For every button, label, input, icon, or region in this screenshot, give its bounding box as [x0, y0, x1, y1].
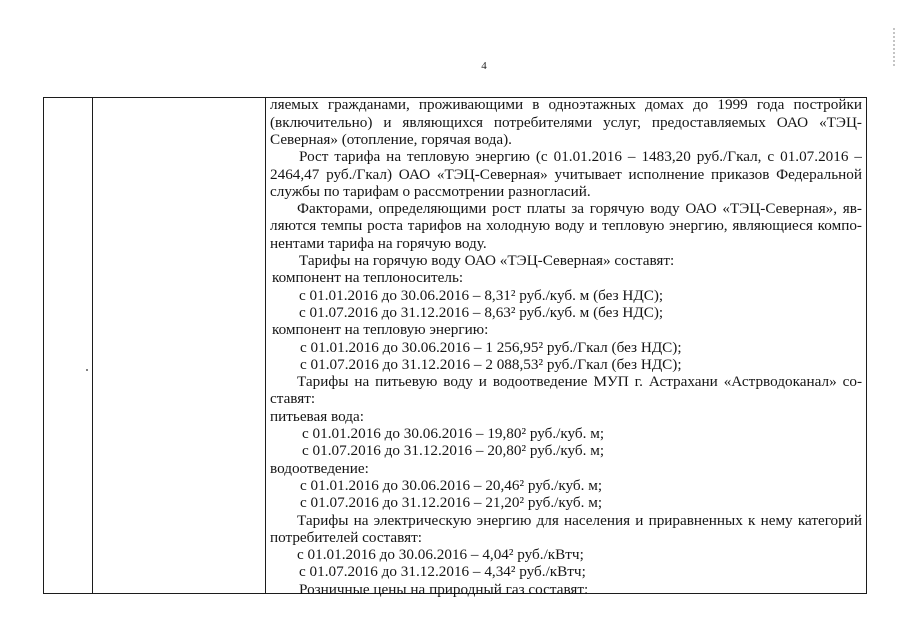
cell-text-block	[270, 96, 862, 598]
scan-margin-marks	[893, 28, 895, 66]
table-cell-content	[266, 96, 866, 598]
page-number: 4	[481, 60, 487, 72]
text-line: с 01.07.2016 до 31.12.2016 – 4,34² руб./кВтч;	[299, 563, 586, 581]
scan-speck	[86, 369, 88, 371]
text-line: с 01.01.2016 до 30.06.2016 – 1 256,95² руб./Гкал (без НДС);	[300, 338, 682, 356]
document-table	[43, 96, 867, 598]
text-line: с 01.01.2016 до 30.06.2016 – 20,46² руб./куб. м;	[300, 476, 603, 494]
text-line: Факторами, определяющими рост платы за горячую воду ОАО «ТЭЦ-Северная», яв-	[297, 200, 862, 218]
text-line: нентами тарифа на горячую воду.	[270, 234, 487, 252]
text-line: Тарифы на электрическую энергию для населения и приравненных к нему категорий	[297, 511, 862, 529]
text-line: с 01.01.2016 до 30.06.2016 – 8,31² руб./куб. м (без НДС);	[299, 286, 664, 304]
text-line: Розничные цены на природный газ составят:	[299, 580, 589, 598]
text-line: с 01.01.2016 до 30.06.2016 – 4,04² руб./кВтч;	[297, 546, 584, 564]
text-line: Тарифы на питьевую воду и водоотведение МУП г. Астрахани «Астрводоканал» со-	[297, 373, 862, 391]
text-line: водоотведение:	[270, 459, 369, 477]
text-line: ставят:	[270, 390, 316, 408]
text-line: ляемых гражданами, проживающими в одноэтажных домах до 1999 года постройки	[270, 96, 862, 114]
text-line: питьевая вода:	[270, 407, 364, 425]
text-line: Тарифы на горячую воду ОАО «ТЭЦ-Северная» составят:	[299, 252, 675, 270]
text-line: компонент на теплоноситель:	[272, 269, 464, 287]
text-line: компонент на тепловую энергию:	[272, 321, 489, 339]
text-line: с 01.07.2016 до 31.12.2016 – 20,80² руб./куб. м;	[302, 442, 605, 460]
text-line: с 01.07.2016 до 31.12.2016 – 8,63² руб./куб. м (без НДС);	[299, 303, 664, 321]
text-line: с 01.01.2016 до 30.06.2016 – 19,80² руб./куб. м;	[302, 425, 605, 443]
table-cell-subject	[93, 98, 265, 593]
text-line: службы по тарифам о рассмотрении разногласий.	[270, 182, 591, 200]
table-cell-number	[44, 98, 92, 593]
text-line: (включительно) и являющихся потребителями услуг, предоставляемых ОАО «ТЭЦ-	[270, 113, 862, 131]
text-line: с 01.07.2016 до 31.12.2016 – 2 088,53² руб./Гкал (без НДС);	[300, 355, 682, 373]
text-line: Северная» (отопление, горячая вода).	[270, 131, 512, 148]
text-line: Рост тарифа на тепловую энергию (с 01.01.2016 – 1483,20 руб./Гкал, с 01.07.2016 –	[299, 148, 862, 166]
text-line: потребителей составят:	[270, 528, 422, 546]
text-line: с 01.07.2016 до 31.12.2016 – 21,20² руб./куб. м;	[300, 494, 603, 512]
text-line: ляются темпы роста тарифов на холодную воду и тепловую энергию, являющиеся компо-	[270, 217, 862, 235]
text-line: 2464,47 руб./Гкал) ОАО «ТЭЦ-Северная» учитывает исполнение приказов Федеральной	[270, 165, 862, 183]
